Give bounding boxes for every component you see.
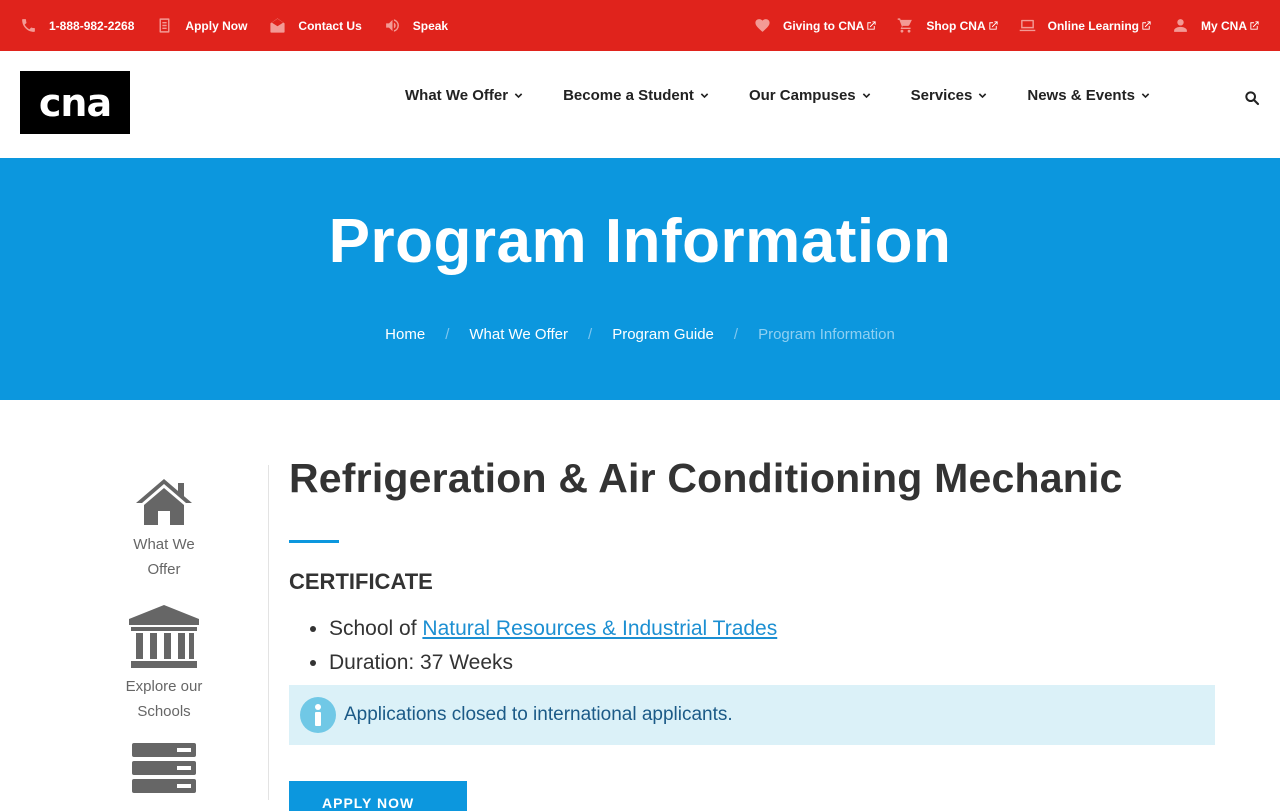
hero-banner [0,158,1280,400]
institution-icon [129,605,199,669]
apply-now-link[interactable]: Apply Now [156,17,247,34]
external-link-icon [866,20,877,31]
sidebar-item-label: Explore our [125,678,203,695]
breadcrumb-home[interactable]: Home [385,326,426,343]
utility-right [734,17,1260,34]
server-icon [131,743,197,799]
cna-logo[interactable]: cna [20,71,130,134]
external-link-icon [988,20,999,31]
chevron-down-icon [700,91,709,100]
breadcrumb-program-guide[interactable]: Program Guide [612,326,714,343]
breadcrumb [0,326,1280,343]
list-item: • Duration: 37 Weeks [329,651,1215,675]
external-link-icon [1249,20,1260,31]
contact-us-link[interactable]: Contact Us [269,17,361,34]
my-cna-link[interactable]: My CNA [1172,17,1260,34]
main-header [0,51,1280,158]
search-icon[interactable] [1244,90,1260,106]
external-link-icon [1141,20,1152,31]
school-link[interactable]: Natural Resources & Industrial Trades [422,617,778,640]
sidebar-item-what-we-offer[interactable] [100,477,228,582]
sidebar-item-explore-schools[interactable] [100,605,228,724]
chevron-down-icon [1141,91,1150,100]
sidebar-item-servers[interactable] [100,743,228,804]
info-notice [289,685,1215,745]
program-content [289,455,1215,811]
utility-left [20,17,470,34]
list-item: • School of Natural Resources & Industrial Trades [329,617,1215,641]
breadcrumb-separator: / [445,326,450,343]
form-icon [156,17,173,34]
nav-become-a-student[interactable]: Become a Student [563,87,709,104]
speaker-icon [384,17,401,34]
info-icon [300,697,336,733]
cart-icon [897,17,914,34]
user-icon [1172,17,1189,34]
nav-services[interactable]: Services [911,87,988,104]
sidebar-item-label: Offer [147,561,181,578]
speak-button[interactable]: Speak [384,17,448,34]
heart-icon [754,17,771,34]
breadcrumb-separator: / [588,326,593,343]
breadcrumb-current: Program Information [758,326,895,343]
program-facts [289,617,1215,675]
apply-now-button[interactable]: APPLY NOW [289,781,467,811]
shop-link[interactable]: Shop CNA [897,17,998,34]
phone-icon [20,17,37,34]
page-title: Program Information [328,207,952,276]
credential-label: CERTIFICATE [289,569,433,594]
laptop-icon [1019,17,1036,34]
nav-our-campuses[interactable]: Our Campuses [749,87,871,104]
phone-link[interactable]: 1-888-982-2268 [20,17,134,34]
chevron-down-icon [514,91,523,100]
sidebar [100,465,269,800]
nav-what-we-offer[interactable]: What We Offer [405,87,523,104]
program-title: Refrigeration & Air Conditioning Mechanic [289,455,1123,501]
house-icon [134,477,194,527]
notice-message: Applications closed to international applicants. [344,704,733,725]
chevron-down-icon [862,91,871,100]
giving-link[interactable]: Giving to CNA [754,17,877,34]
nav-news-events[interactable]: News & Events [1027,87,1150,104]
title-underline [289,540,339,543]
chevron-down-icon [978,91,987,100]
online-learning-link[interactable]: Online Learning [1019,17,1152,34]
sidebar-item-label: What We [133,536,195,553]
breadcrumb-what-we-offer[interactable]: What We Offer [469,326,569,343]
utility-bar [0,0,1280,51]
envelope-open-icon [269,17,286,34]
main-nav [405,87,1190,104]
breadcrumb-separator: / [733,326,739,343]
sidebar-item-label: Schools [137,703,191,720]
